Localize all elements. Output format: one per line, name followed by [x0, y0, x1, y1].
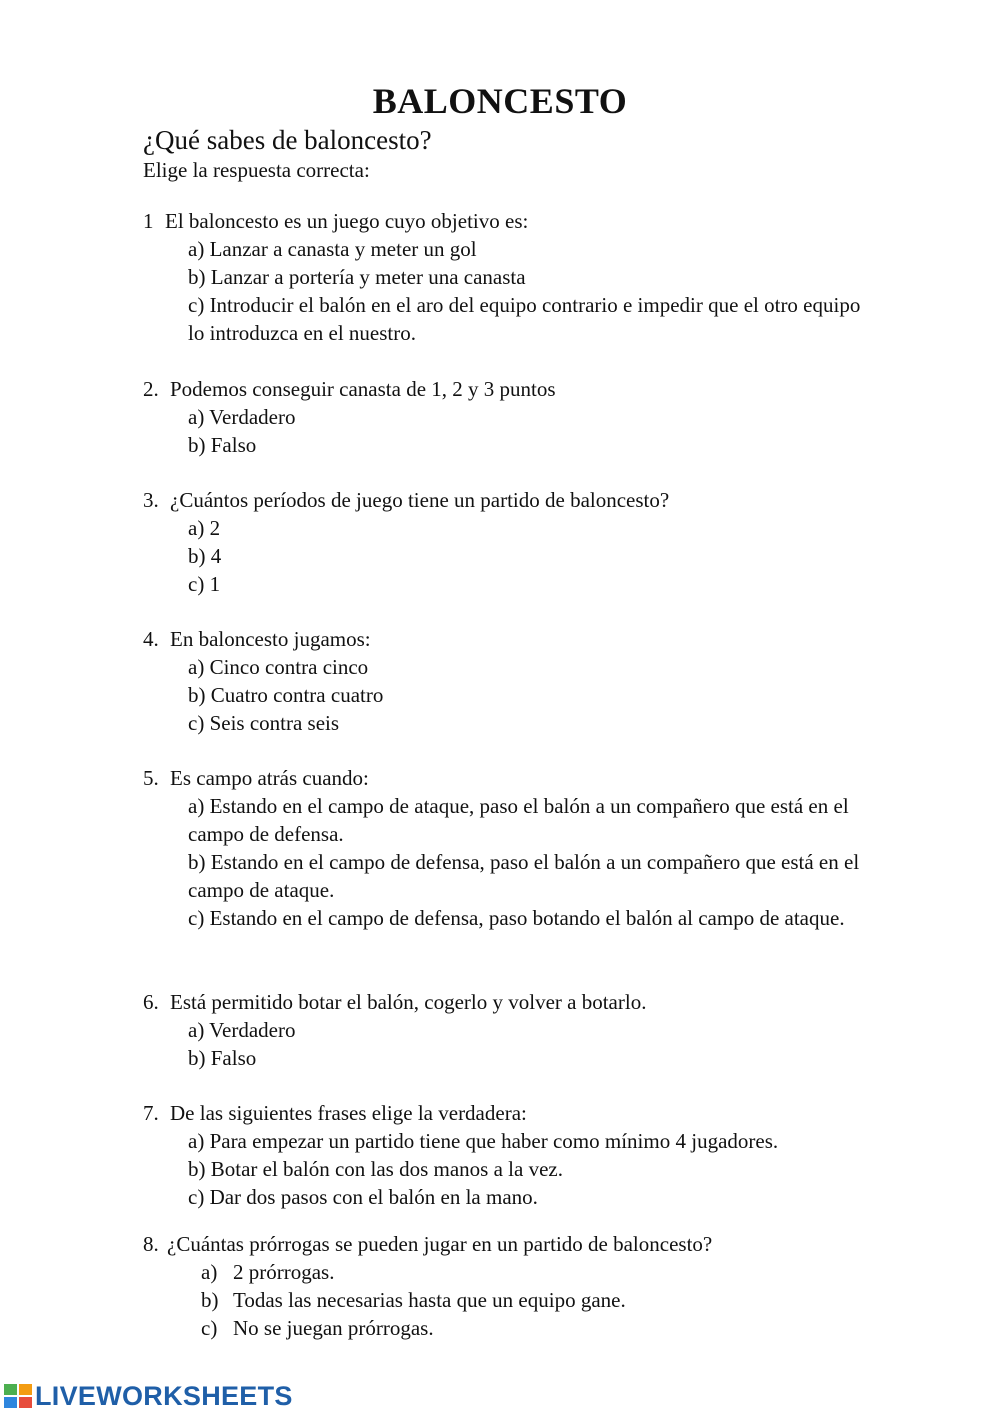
- logo-text: LIVEWORKSHEETS: [35, 1380, 293, 1411]
- question-text: Podemos conseguir canasta de 1, 2 y 3 puntos: [170, 377, 556, 401]
- answer-option[interactable]: a) Verdadero: [188, 405, 296, 429]
- option-text: 2 prórrogas.: [233, 1260, 335, 1284]
- answer-option[interactable]: b) 4: [188, 544, 222, 568]
- logo-tile: [4, 1397, 17, 1408]
- question-1: [143, 207, 863, 347]
- answer-option[interactable]: a) Verdadero: [188, 1018, 296, 1042]
- question-text: ¿Cuántos períodos de juego tiene un partido de baloncesto?: [170, 488, 670, 512]
- question-text: ¿Cuántas prórrogas se pueden jugar en un partido de baloncesto?: [167, 1232, 713, 1256]
- question-text: De las siguientes frases elige la verdadera:: [170, 1101, 527, 1125]
- answer-option[interactable]: b) Falso: [188, 1046, 257, 1070]
- question-5: [143, 764, 863, 932]
- question-6: [143, 988, 863, 1072]
- answer-option[interactable]: a) Cinco contra cinco: [188, 655, 369, 679]
- answer-option[interactable]: c) Estando en el campo de defensa, paso botando el balón al campo de ataque.: [188, 906, 845, 930]
- logo-tile: [4, 1384, 17, 1395]
- question-3: [143, 486, 863, 598]
- logo-tile: [19, 1384, 32, 1395]
- answer-option[interactable]: b) Lanzar a portería y meter una canasta: [188, 265, 526, 289]
- option-letter: a): [201, 1260, 218, 1284]
- instruction: Elige la respuesta correcta:: [143, 158, 370, 182]
- option-letter: b): [201, 1288, 219, 1312]
- question-7: [143, 1099, 863, 1211]
- answer-option[interactable]: a) Lanzar a canasta y meter un gol: [188, 237, 477, 261]
- question-number: 8.: [143, 1232, 159, 1256]
- question-8: [143, 1230, 863, 1342]
- answer-option[interactable]: c) Dar dos pasos con el balón en la mano.: [188, 1185, 538, 1209]
- answer-option[interactable]: b) Cuatro contra cuatro: [188, 683, 384, 707]
- logo-tile: [19, 1397, 32, 1408]
- option-text: No se juegan prórrogas.: [233, 1316, 434, 1340]
- question-number: 6.: [143, 990, 159, 1014]
- page-title: BALONCESTO: [372, 81, 628, 121]
- answer-option[interactable]: c) Seis contra seis: [188, 711, 340, 735]
- liveworksheets-logo-icon: [4, 1384, 32, 1408]
- question-number: 4.: [143, 627, 159, 651]
- question-text: En baloncesto jugamos:: [170, 627, 371, 651]
- answer-option[interactable]: [201, 1258, 863, 1286]
- answer-option[interactable]: [201, 1286, 863, 1314]
- option-letter: c): [201, 1316, 218, 1340]
- option-text: Todas las necesarias hasta que un equipo gane.: [233, 1288, 626, 1312]
- question-2: [143, 375, 863, 459]
- question-text: El baloncesto es un juego cuyo objetivo es:: [165, 209, 529, 233]
- question-text: Es campo atrás cuando:: [170, 766, 369, 790]
- answer-option[interactable]: a) Estando en el campo de ataque, paso el balón a un compañero que está en el campo de defensa.: [188, 794, 849, 846]
- answer-option[interactable]: a) Para empezar un partido tiene que haber como mínimo 4 jugadores.: [188, 1129, 779, 1153]
- question-number: 5.: [143, 766, 159, 790]
- answer-option[interactable]: b) Falso: [188, 433, 257, 457]
- answer-option[interactable]: c) 1: [188, 572, 221, 596]
- answer-option[interactable]: a) 2: [188, 516, 221, 540]
- answer-option[interactable]: b) Botar el balón con las dos manos a la vez.: [188, 1157, 563, 1181]
- question-number: 1: [143, 209, 154, 233]
- subtitle: ¿Qué sabes de baloncesto?: [143, 125, 432, 155]
- answer-option[interactable]: b) Estando en el campo de defensa, paso el balón a un compañero que está en el campo de ataque.: [188, 850, 860, 902]
- question-number: 3.: [143, 488, 159, 512]
- answer-option[interactable]: c) Introducir el balón en el aro del equipo contrario e impedir que el otro equipo lo introduzca en el nuestro.: [188, 293, 861, 345]
- question-text: Está permitido botar el balón, cogerlo y volver a botarlo.: [170, 990, 647, 1014]
- question-number: 7.: [143, 1101, 159, 1125]
- liveworksheets-logo[interactable]: [4, 1380, 293, 1412]
- question-number: 2.: [143, 377, 159, 401]
- question-4: [143, 625, 863, 737]
- answer-option[interactable]: [201, 1314, 863, 1342]
